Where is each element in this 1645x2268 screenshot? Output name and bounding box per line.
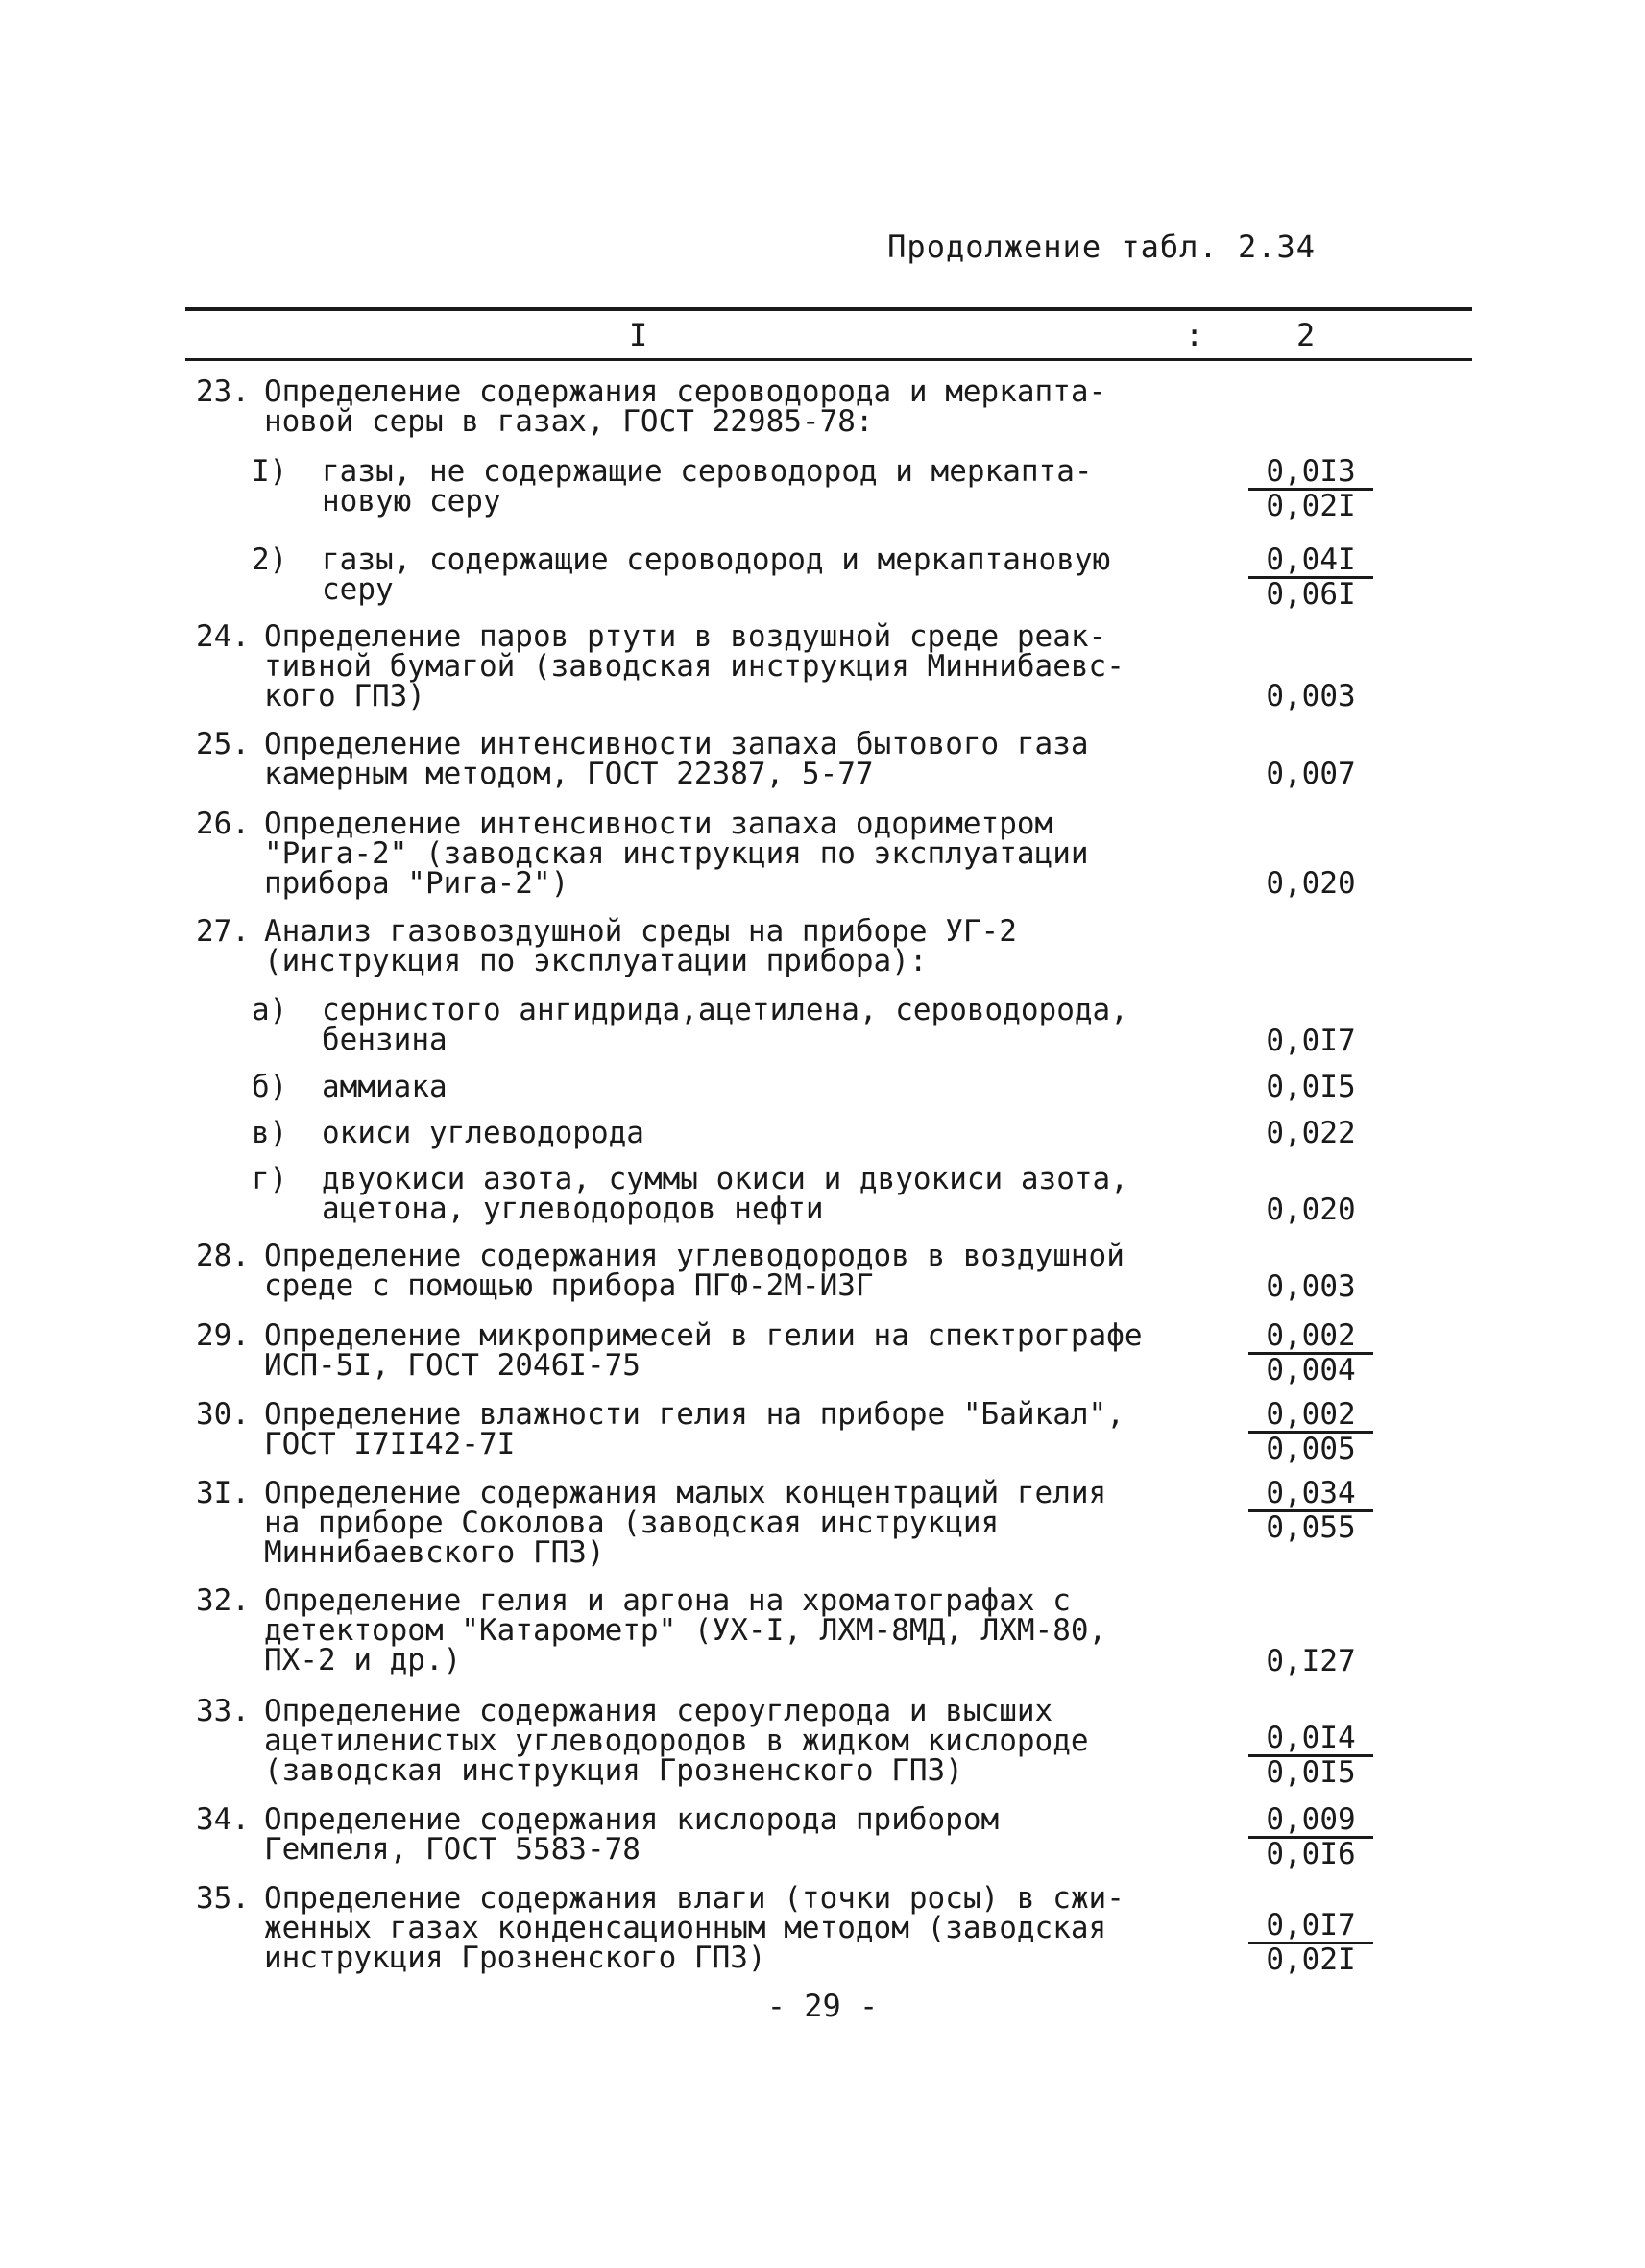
subitem-label: г) (252, 1162, 288, 1196)
item-value: 0,022 (1266, 1116, 1356, 1150)
fraction-denominator: 0,005 (1266, 1432, 1356, 1466)
header-bottom-rule (185, 358, 1472, 361)
fraction-numerator: 0,04I (1248, 545, 1373, 579)
item-number: 26. (196, 807, 250, 841)
subitem-label: 2) (252, 543, 288, 577)
item-number: 30. (196, 1397, 250, 1432)
item-number: 24. (196, 619, 250, 654)
subitem-label: I) (252, 454, 288, 489)
fraction-denominator: 0,06I (1266, 577, 1356, 612)
fraction-denominator: 0,055 (1266, 1510, 1356, 1545)
subitem-label: а) (252, 993, 288, 1027)
fraction-numerator: 0,0I3 (1248, 457, 1373, 491)
item-text: Анализ газовоздушной среды на приборе УГ-2 (инструкция по эксплуатации прибора): (264, 914, 1017, 978)
table-top-rule (185, 307, 1472, 311)
item-number: 23. (196, 374, 250, 409)
item-value: 0,003 (1266, 679, 1356, 713)
item-text: Определение микропримесей в гелии на спектрографе ИСП-5I, ГОСТ 2046I-75 (264, 1318, 1143, 1383)
fraction-numerator: 0,002 (1248, 1400, 1373, 1434)
item-number: 35. (196, 1881, 250, 1916)
item-text: газы, не содержащие сероводород и меркапта- новую серу (322, 454, 1093, 519)
item-number: 28. (196, 1239, 250, 1273)
item-number: 33. (196, 1694, 250, 1728)
fraction-denominator: 0,02I (1266, 489, 1356, 523)
item-text: Определение паров ртути в воздушной среде реак- тивной бумагой (заводская инструкция Миннибаевс- кого ГПЗ) (264, 619, 1125, 713)
item-text: Определение интенсивности запаха бытового газа камерным методом, ГОСТ 22387, 5-77 (264, 727, 1089, 791)
item-text: аммиака (322, 1070, 448, 1104)
item-value: 0,020 (1266, 1193, 1356, 1227)
item-text: газы, содержащие сероводород и меркаптановую серу (322, 543, 1111, 607)
item-text: сернистого ангидрида,ацетилена, сероводорода, бензина (322, 993, 1128, 1057)
page-number: - 29 - (766, 1988, 879, 2024)
item-value: 0,003 (1266, 1269, 1356, 1304)
fraction-value (1248, 1476, 1373, 1545)
item-number: 3I. (196, 1476, 250, 1510)
fraction-value (1248, 1318, 1373, 1387)
subitem-label: в) (252, 1116, 288, 1150)
fraction-value (1248, 454, 1373, 523)
item-text: Определение интенсивности запаха одориметром "Рига-2" (заводская инструкция по эксплуатации прибора "Рига-2") (264, 807, 1089, 901)
table-continuation-caption: Продолжение табл. 2.34 (887, 229, 1316, 265)
fraction-value (1248, 1802, 1373, 1871)
fraction-numerator: 0,0I7 (1248, 1911, 1373, 1944)
fraction-numerator: 0,009 (1248, 1805, 1373, 1839)
fraction-denominator: 0,02I (1266, 1942, 1356, 1977)
fraction-denominator: 0,0I5 (1266, 1755, 1356, 1790)
item-value: 0,020 (1266, 866, 1356, 901)
fraction-numerator: 0,034 (1248, 1479, 1373, 1512)
item-number: 25. (196, 727, 250, 761)
item-number: 29. (196, 1318, 250, 1353)
item-text: Определение гелия и аргона на хроматографах с детектором "Катарометр" (УХ-I, ЛХМ-8МД, ЛХМ-80, ПХ-2 и др.) (264, 1583, 1107, 1677)
item-number: 32. (196, 1583, 250, 1618)
column-header-2: 2 (1296, 317, 1316, 353)
item-value: 0,007 (1266, 757, 1356, 791)
fraction-value (1248, 545, 1373, 610)
item-text: Определение содержания малых концентраций гелия на приборе Соколова (заводская инструкция Миннибаевского ГПЗ) (264, 1476, 1107, 1570)
fraction-value (1248, 1397, 1373, 1466)
item-text: Определение содержания влаги (точки росы) в сжи- женных газах конденсационным методом (заводская инструкция Грозненского ГПЗ) (264, 1881, 1125, 1975)
fraction-denominator: 0,0I6 (1266, 1837, 1356, 1871)
fraction-numerator: 0,002 (1248, 1321, 1373, 1355)
item-text: Определение содержания сероуглерода и высших ацетиленистых углеводородов в жидком кислороде (заводская инструкция Грозненского ГПЗ) (264, 1694, 1089, 1788)
fraction-denominator: 0,004 (1266, 1353, 1356, 1387)
fraction-value (1248, 1908, 1373, 1977)
item-text: окиси углеводорода (322, 1116, 644, 1150)
item-number: 34. (196, 1802, 250, 1837)
item-text: Определение содержания углеводородов в воздушной среде с помощью прибора ПГФ-2М-ИЗГ (264, 1239, 1125, 1303)
column-header-1: I (629, 317, 648, 353)
item-text: Определение содержания кислорода прибором Гемпеля, ГОСТ 5583-78 (264, 1802, 1000, 1867)
item-value: 0,I27 (1266, 1644, 1356, 1678)
item-text: двуокиси азота, суммы окиси и двуокиси азота, ацетона, углеводородов нефти (322, 1162, 1128, 1226)
fraction-value (1248, 1721, 1373, 1790)
subitem-label: б) (252, 1070, 288, 1104)
item-value: 0,0I5 (1266, 1070, 1356, 1104)
item-value: 0,0I7 (1266, 1024, 1356, 1058)
column-header-separator: : (1185, 317, 1204, 353)
fraction-numerator: 0,0I4 (1248, 1724, 1373, 1757)
item-text: Определение влажности гелия на приборе "Байкал", ГОСТ I7II42-7I (264, 1397, 1125, 1461)
item-number: 27. (196, 914, 250, 949)
item-text: Определение содержания сероводорода и меркапта- новой серы в газах, ГОСТ 22985-78: (264, 374, 1107, 439)
